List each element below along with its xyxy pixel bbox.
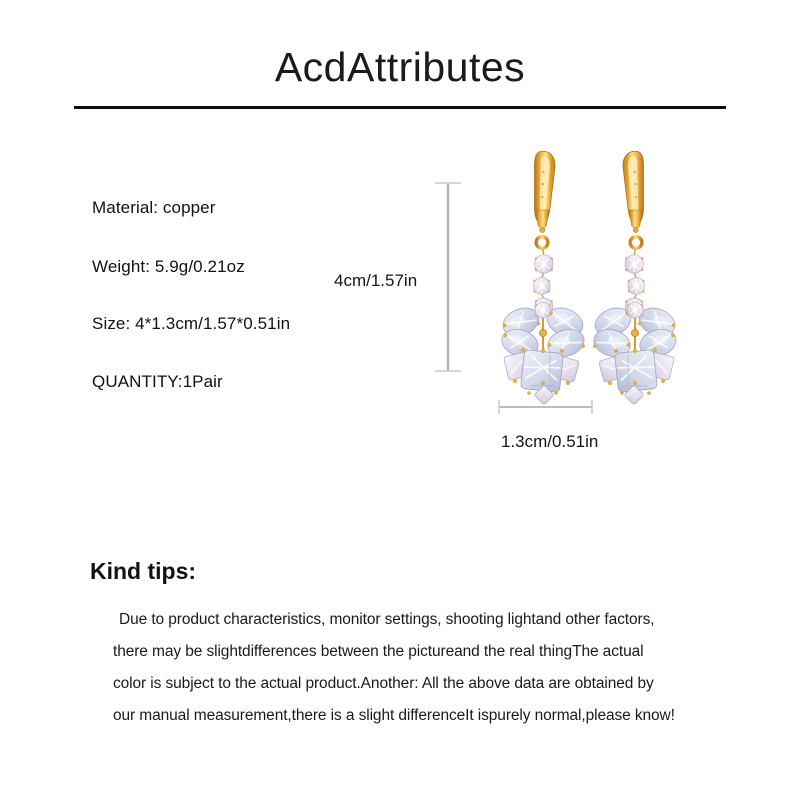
kind-tips-heading: Kind tips: (90, 558, 197, 584)
attribute-quantity: QUANTITY:1Pair (92, 372, 223, 391)
attribute-material: Material: copper (92, 198, 216, 217)
attribute-weight: Weight: 5.9g/0.21oz (92, 257, 245, 276)
kind-tips-line: our manual measurement,there is a slight differenceIt ispurely normal,please know! (113, 707, 675, 724)
attribute-size: Size: 4*1.3cm/1.57*0.51in (92, 314, 291, 333)
height-measurement-label: 4cm/1.57in (334, 271, 418, 290)
kind-tips-line: there may be slightdifferences between the pictureand the real thingThe actual (113, 643, 644, 660)
kind-tips-line: color is subject to the actual product.Another: All the above data are obtained by (113, 675, 654, 692)
height-measure-line (435, 183, 461, 371)
width-measurement-label: 1.3cm/0.51in (501, 432, 599, 451)
left-earring (499, 151, 588, 405)
kind-tips-line: Due to product characteristics, monitor settings, shooting lightand other factors, (119, 611, 655, 628)
page-title: AcdAttributes (274, 44, 526, 90)
right-earring (591, 151, 680, 405)
